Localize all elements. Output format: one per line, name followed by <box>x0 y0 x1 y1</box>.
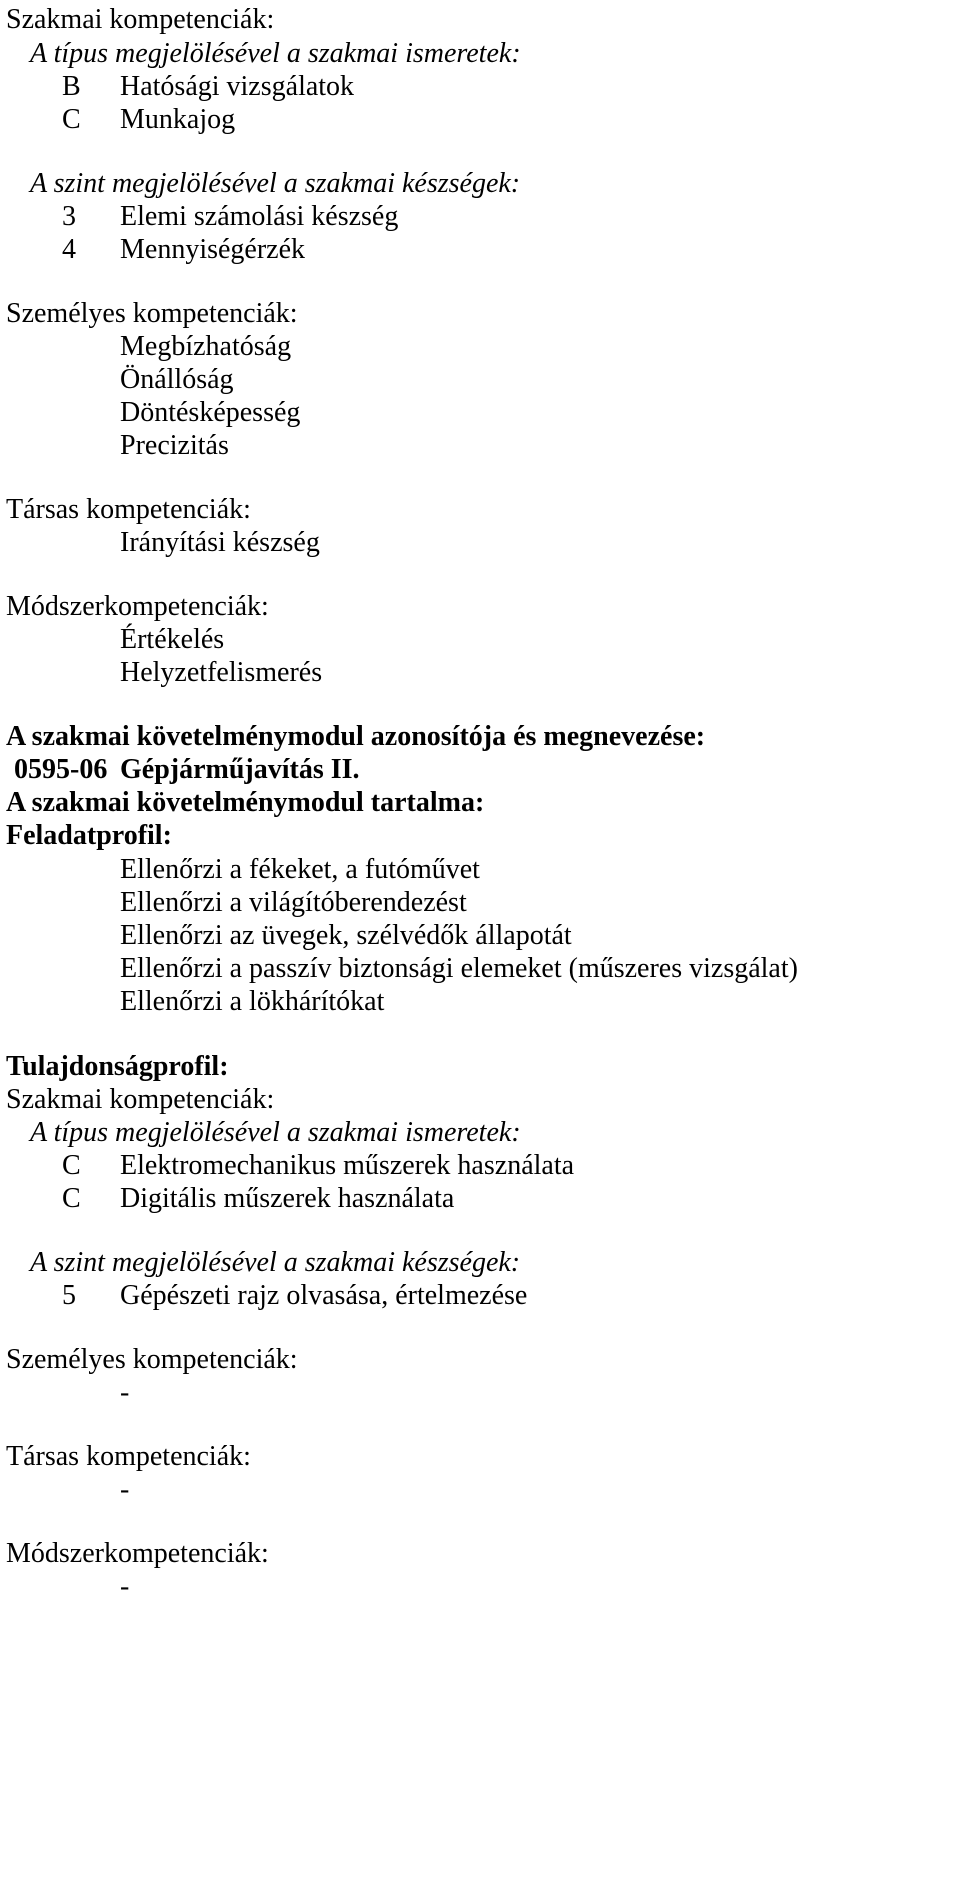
ismeret-code: C <box>62 1183 81 1214</box>
modszer-item: Értékelés <box>120 624 225 655</box>
modszer-value: - <box>120 1571 130 1602</box>
tarsas-item: Irányítási készség <box>120 527 320 558</box>
szakmai-kompetenciak-heading: Szakmai kompetenciák: <box>6 4 275 35</box>
feladat-item: Ellenőrzi a világítóberendezést <box>120 887 467 918</box>
szemelyes-item: Döntésképesség <box>120 397 301 428</box>
keszseg-text: Elemi számolási készség <box>120 201 399 232</box>
ismeret-text: Digitális műszerek használata <box>120 1183 455 1214</box>
feladat-item: Ellenőrzi a passzív biztonsági elemeket (műszeres vizsgálat) <box>120 953 798 984</box>
ismeret-item <box>62 1152 574 1180</box>
feladat-item: Ellenőrzi az üvegek, szélvédők állapotát <box>120 920 572 951</box>
ismeret-item <box>62 106 235 134</box>
feladat-item: Ellenőrzi a fékeket, a futóművet <box>120 854 480 885</box>
ismeret-code: B <box>62 71 81 102</box>
szint-keszsegek-heading: A szint megjelölésével a szakmai készségek: <box>30 168 521 199</box>
ismeret-text: Elektromechanikus műszerek használata <box>120 1150 575 1181</box>
ismeret-item <box>62 1185 454 1213</box>
tulajdonsagprofil-heading: Tulajdonságprofil: <box>6 1051 229 1082</box>
modul-kod: 0595-06 <box>14 754 108 785</box>
modul-azonosito <box>14 756 360 784</box>
ismeret-code: C <box>62 104 81 135</box>
szint-keszsegek-heading: A szint megjelölésével a szakmai készségek: <box>30 1247 521 1278</box>
tarsas-kompetenciak-heading: Társas kompetenciák: <box>6 1441 251 1472</box>
keszseg-code: 5 <box>62 1280 76 1311</box>
keszseg-text: Mennyiségérzék <box>120 234 306 265</box>
keszseg-code: 4 <box>62 234 76 265</box>
tipus-ismeretek-heading: A típus megjelölésével a szakmai ismeretek: <box>30 1117 521 1148</box>
keszseg-text: Gépészeti rajz olvasása, értelmezése <box>120 1280 528 1311</box>
keszseg-item <box>62 236 305 264</box>
feladatprofil-heading: Feladatprofil: <box>6 820 172 851</box>
keszseg-item <box>62 1282 527 1310</box>
szemelyes-item: Megbízhatóság <box>120 331 292 362</box>
modszer-item: Helyzetfelismerés <box>120 657 323 688</box>
szemelyes-kompetenciak-heading: Személyes kompetenciák: <box>6 298 298 329</box>
modul-megnevezes: Gépjárműjavítás II. <box>120 754 360 785</box>
ismeret-code: C <box>62 1150 81 1181</box>
modul-azonosito-heading: A szakmai követelménymodul azonosítója és megnevezése: <box>6 721 706 752</box>
ismeret-text: Munkajog <box>120 104 236 135</box>
szemelyes-item: Önállóság <box>120 364 234 395</box>
szemelyes-item: Precizitás <box>120 430 229 461</box>
modszerkompetenciak-heading: Módszerkompetenciák: <box>6 591 269 622</box>
tarsas-value: - <box>120 1474 130 1505</box>
szemelyes-value: - <box>120 1377 130 1408</box>
modszerkompetenciak-heading: Módszerkompetenciák: <box>6 1538 269 1569</box>
modul-tartalma-heading: A szakmai követelménymodul tartalma: <box>6 787 485 818</box>
szakmai-kompetenciak-heading: Szakmai kompetenciák: <box>6 1084 275 1115</box>
keszseg-item <box>62 203 398 231</box>
tarsas-kompetenciak-heading: Társas kompetenciák: <box>6 494 251 525</box>
feladat-item: Ellenőrzi a lökhárítókat <box>120 986 385 1017</box>
keszseg-code: 3 <box>62 201 76 232</box>
ismeret-text: Hatósági vizsgálatok <box>120 71 355 102</box>
szemelyes-kompetenciak-heading: Személyes kompetenciák: <box>6 1344 298 1375</box>
tipus-ismeretek-heading: A típus megjelölésével a szakmai ismeretek: <box>30 38 521 69</box>
ismeret-item <box>62 73 354 101</box>
